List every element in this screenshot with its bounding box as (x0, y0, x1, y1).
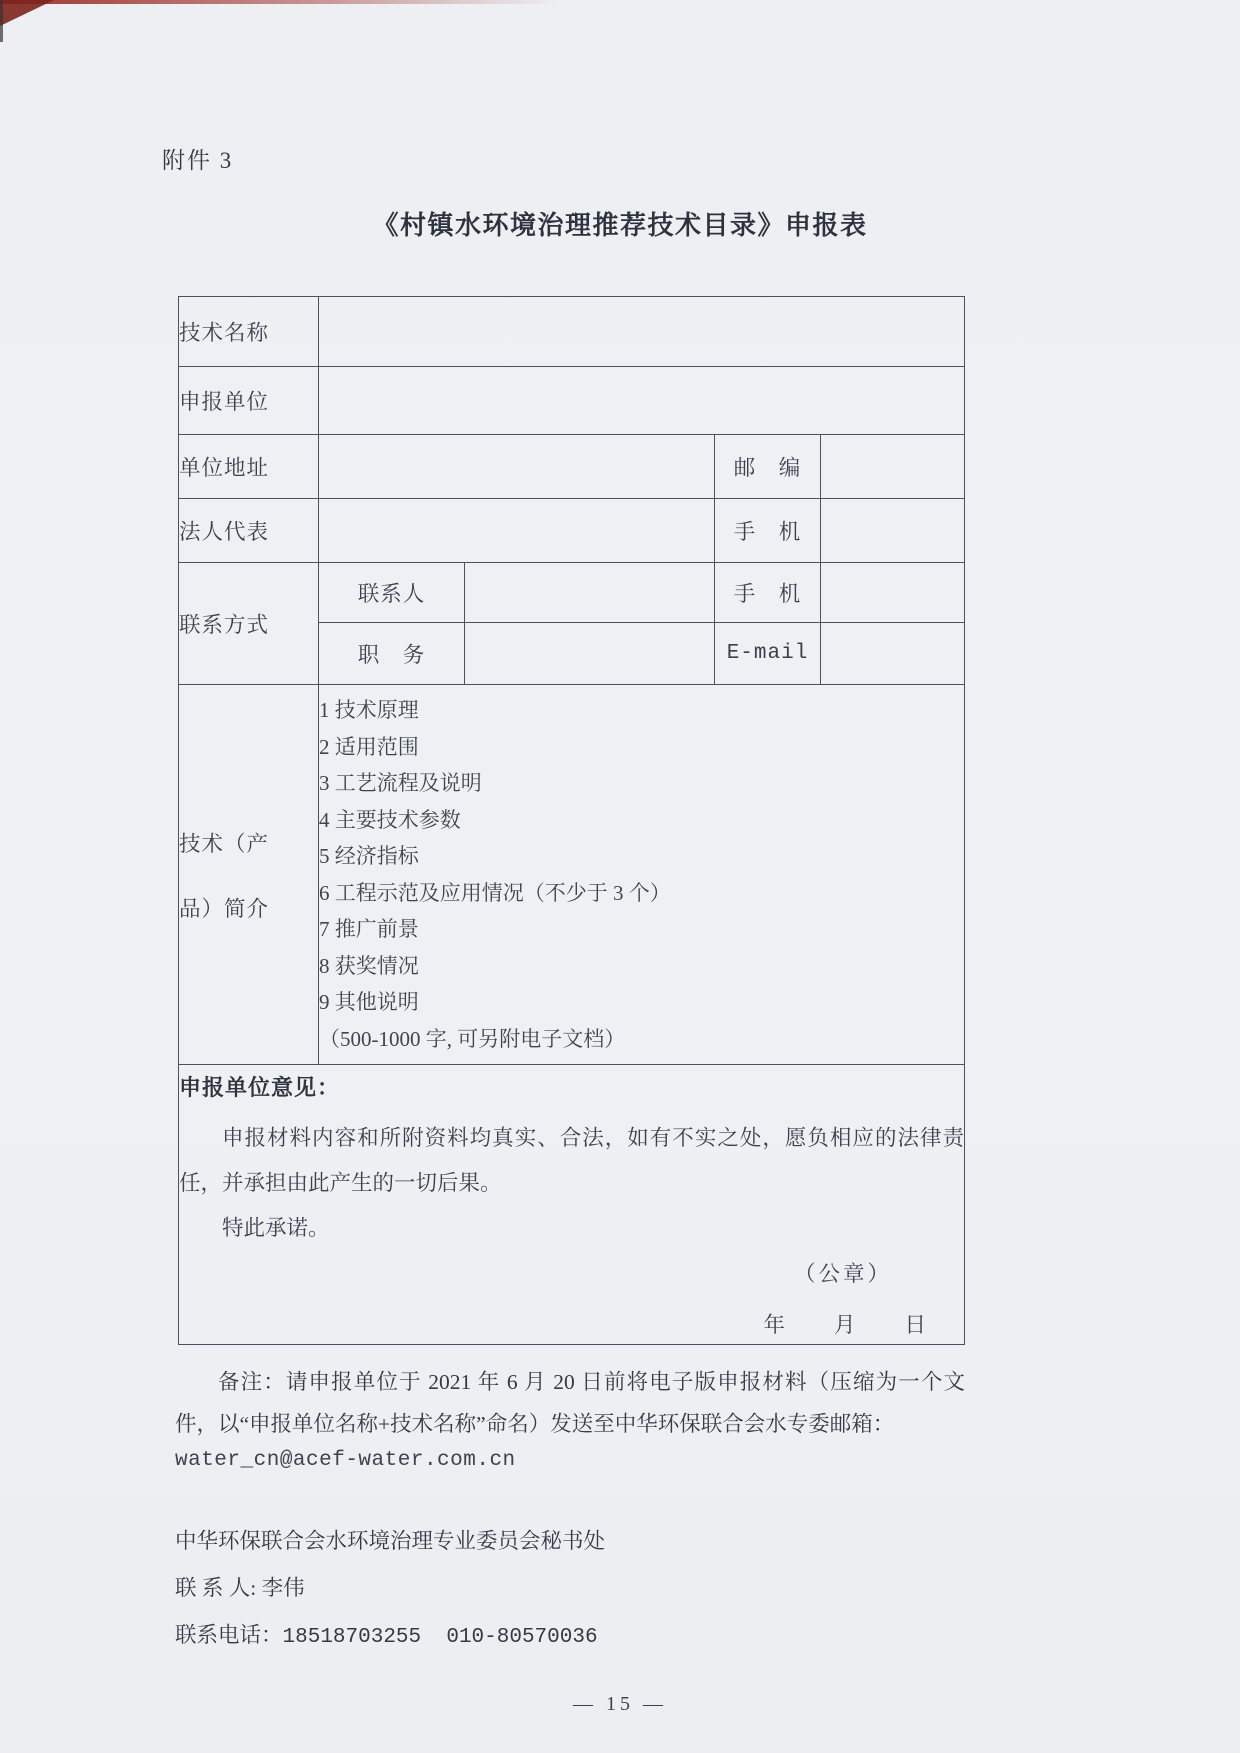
intro-item: （500-1000 字, 可另附电子文档） (319, 1026, 626, 1051)
row-tech-name (179, 297, 965, 367)
contact-phone-numbers: 18518703255 010-80570036 (282, 1626, 598, 1649)
contact-phone-label: 联系电话： (175, 1623, 283, 1647)
intro-item: 9 其他说明 (319, 990, 419, 1014)
submission-email: water_cn@acef-water.com.cn (175, 1449, 516, 1472)
address-label: 单位地址 (179, 435, 319, 499)
opinion-promise: 特此承诺。 (222, 1215, 330, 1240)
postcode-value-cell (821, 435, 965, 499)
row-legal-rep (179, 499, 965, 563)
tech-name-label: 技术名称 (179, 297, 319, 367)
tech-intro-label-line2: 品）简介 (179, 896, 270, 921)
tech-name-value-cell (319, 297, 965, 367)
legal-rep-value-cell (319, 499, 715, 563)
row-contact-person (179, 563, 965, 623)
contact-person-label: 联系人 (319, 563, 465, 623)
row-applicant (179, 367, 965, 435)
intro-item: 3 工艺流程及说明 (319, 771, 482, 795)
tech-intro-list (319, 692, 964, 1057)
attachment-label: 附件 3 (162, 148, 234, 173)
tech-intro-label-line1: 技术（产 (179, 831, 270, 856)
remark-note: 备注：请申报单位于 2021 年 6 月 20 日前将电子版申报材料（压缩为一个文件，以“申报单位名称+技术名称”命名）发送至中华环保联合会水专委邮箱： (175, 1370, 965, 1436)
scan-artifact-top-line (0, 0, 560, 4)
mobile-value-cell (821, 499, 965, 563)
intro-item: 7 推广前景 (319, 917, 419, 941)
row-address (179, 435, 965, 499)
official-seal-placeholder: （公章） (793, 1261, 892, 1286)
contact-person-value-cell (465, 563, 715, 623)
contact-method-label: 联系方式 (179, 563, 319, 685)
contact-person-line: 联 系 人: 李伟 (175, 1576, 305, 1600)
secretariat-name: 中华环保联合会水环境治理专业委员会秘书处 (175, 1529, 606, 1553)
intro-item: 5 经济指标 (319, 844, 419, 868)
contact-mobile-label: 手 机 (715, 563, 821, 623)
address-value-cell (319, 435, 715, 499)
contact-phone-line (175, 1612, 1240, 1661)
intro-item: 8 获奖情况 (319, 953, 419, 978)
applicant-opinion-cell (179, 1065, 965, 1345)
intro-item: 2 适用范围 (319, 734, 419, 759)
scan-artifact-corner (0, 0, 54, 26)
row-tech-intro (179, 685, 965, 1065)
email-value-cell (821, 623, 965, 685)
position-value-cell (465, 623, 715, 685)
row-applicant-opinion (179, 1065, 965, 1345)
legal-rep-label: 法人代表 (179, 499, 319, 563)
page-number: — 15 — (573, 1693, 667, 1715)
tech-intro-label (179, 685, 319, 1065)
intro-item: 6 工程示范及应用情况（不少于 3 个） (319, 880, 671, 905)
position-label: 职 务 (319, 623, 465, 685)
date-line: 年 月 日 (763, 1312, 928, 1337)
mobile-label: 手 机 (715, 499, 821, 563)
email-label: E-mail (715, 623, 821, 685)
tech-intro-content-cell (319, 685, 965, 1065)
intro-item: 4 主要技术参数 (319, 807, 461, 832)
contact-mobile-value-cell (821, 563, 965, 623)
postcode-label: 邮 编 (715, 435, 821, 499)
intro-item: 1 技术原理 (319, 698, 419, 722)
contact-block (175, 1518, 1240, 1661)
opinion-heading: 申报单位意见： (179, 1074, 341, 1100)
applicant-value-cell (319, 367, 965, 435)
scan-artifact-left-edge (0, 0, 3, 42)
application-form-table (178, 296, 965, 1345)
opinion-body: 申报材料内容和所附资料均真实、合法，如有不实之处，愿负相应的法律责任，并承担由此产生的一切后果。 (179, 1125, 964, 1195)
applicant-label: 申报单位 (179, 367, 319, 435)
page-title: 《村镇水环境治理推荐技术目录》申报表 (372, 211, 868, 240)
